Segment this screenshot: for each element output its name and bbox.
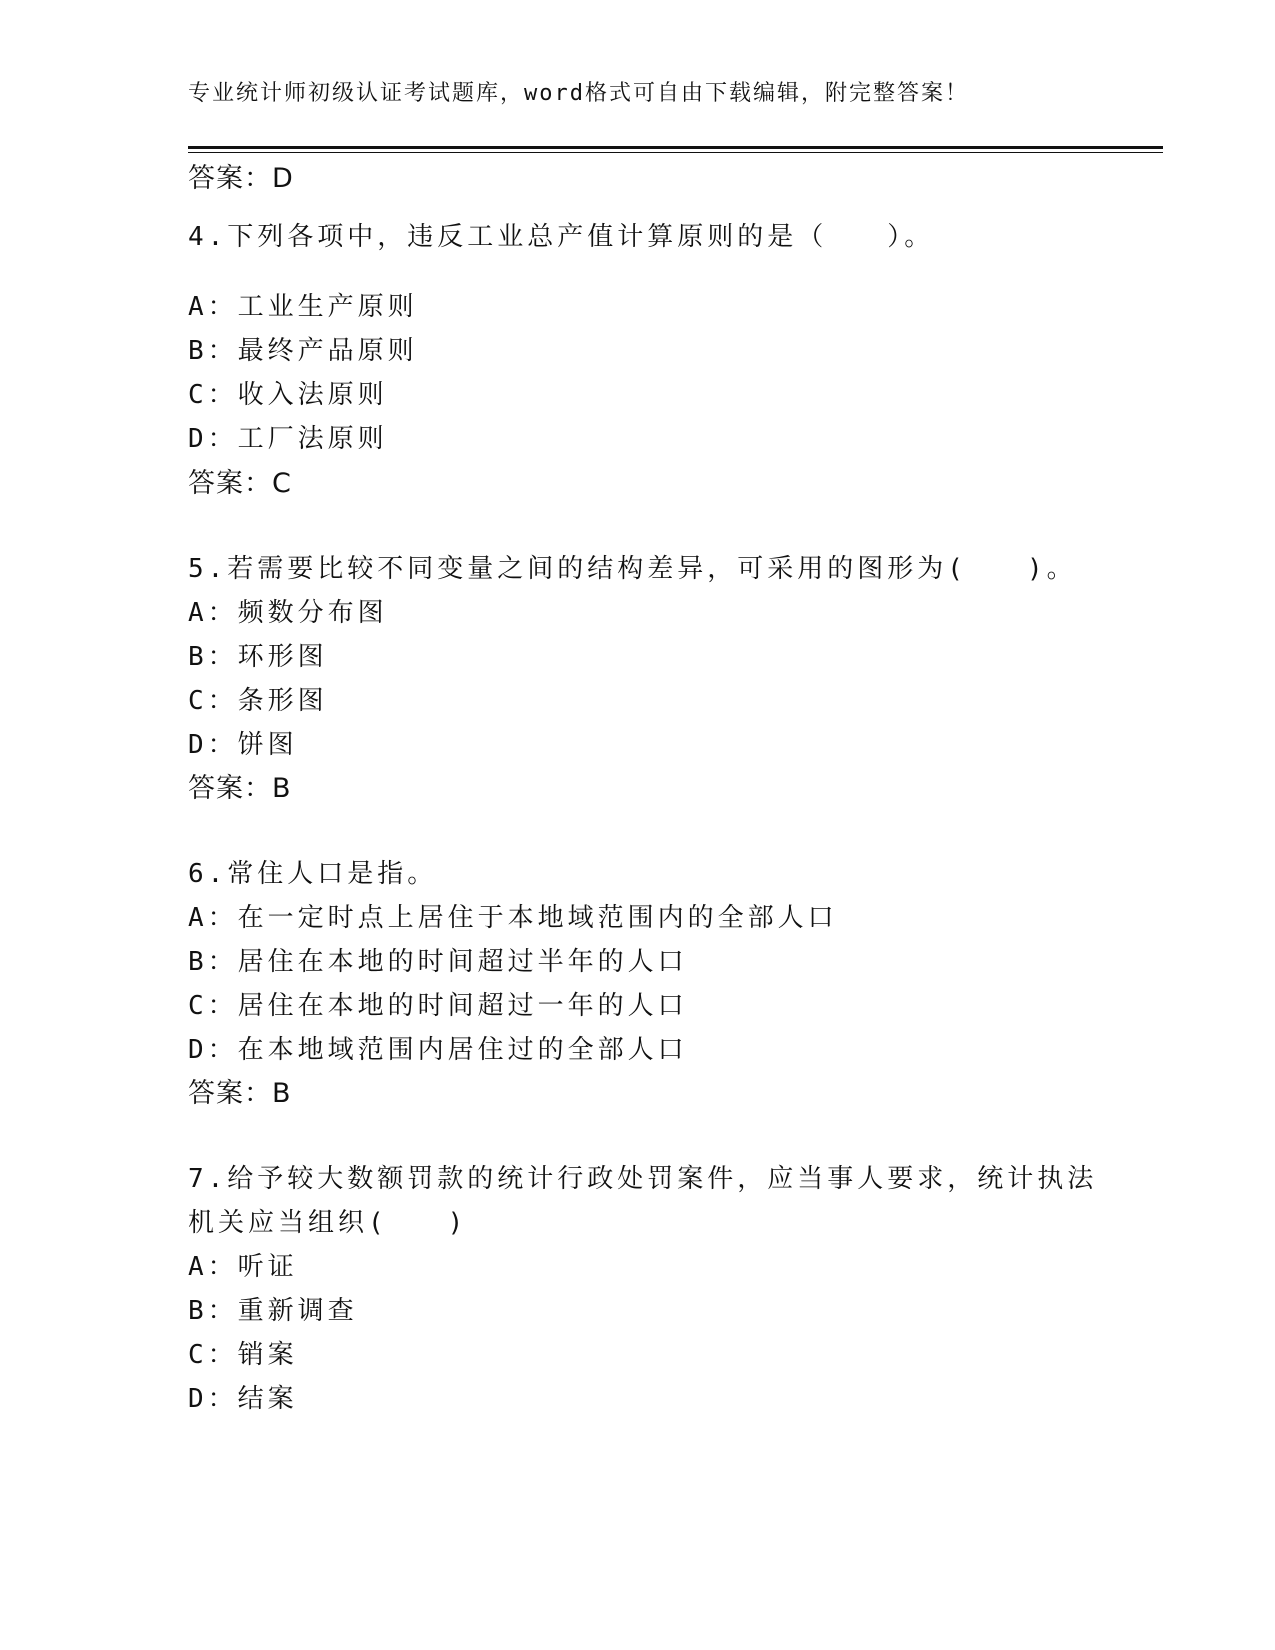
question-5-option-c: C：条形图 xyxy=(188,686,328,716)
question-6-option-c: C：居住在本地的时间超过一年的人口 xyxy=(188,991,688,1021)
question-5-option-b: B：环形图 xyxy=(188,642,328,672)
question-6-option-d: D：在本地域范围内居住过的全部人口 xyxy=(188,1035,688,1065)
question-4-option-a: A：工业生产原则 xyxy=(188,292,418,322)
question-4-option-b: B：最终产品原则 xyxy=(188,336,418,366)
question-6-answer: 答案：B xyxy=(188,1078,292,1109)
question-4-answer: 答案：C xyxy=(188,468,292,499)
header-rule xyxy=(188,146,1163,149)
question-4-stem: 4.下列各项中，违反工业总产值计算原则的是（ ）。 xyxy=(188,222,935,252)
question-5-option-a: A：频数分布图 xyxy=(188,598,388,628)
question-5-stem: 5.若需要比较不同变量之间的结构差异，可采用的图形为( )。 xyxy=(188,554,1077,584)
question-7-option-c: C：销案 xyxy=(188,1340,298,1370)
question-6-stem: 6.常住人口是指。 xyxy=(188,859,438,889)
question-7-option-b: B：重新调查 xyxy=(188,1296,358,1326)
question-5-answer: 答案：B xyxy=(188,773,292,804)
page-header: 专业统计师初级认证考试题库，word格式可自由下载编辑，附完整答案！ xyxy=(188,81,969,106)
question-7-stem-line-1: 7.给予较大数额罚款的统计行政处罚案件，应当事人要求，统计执法 xyxy=(188,1164,1098,1194)
question-4-option-d: D：工厂法原则 xyxy=(188,424,388,454)
question-6-option-a: A：在一定时点上居住于本地域范围内的全部人口 xyxy=(188,903,838,933)
header-rule-thin xyxy=(188,152,1163,153)
question-4-option-c: C：收入法原则 xyxy=(188,380,388,410)
previous-answer: 答案：D xyxy=(188,163,294,194)
question-7-stem-line-2: 机关应当组织( ) xyxy=(188,1208,468,1238)
question-5-option-d: D：饼图 xyxy=(188,730,298,760)
question-7-option-d: D：结案 xyxy=(188,1384,298,1414)
question-6-option-b: B：居住在本地的时间超过半年的人口 xyxy=(188,947,688,977)
question-7-option-a: A：听证 xyxy=(188,1252,298,1282)
